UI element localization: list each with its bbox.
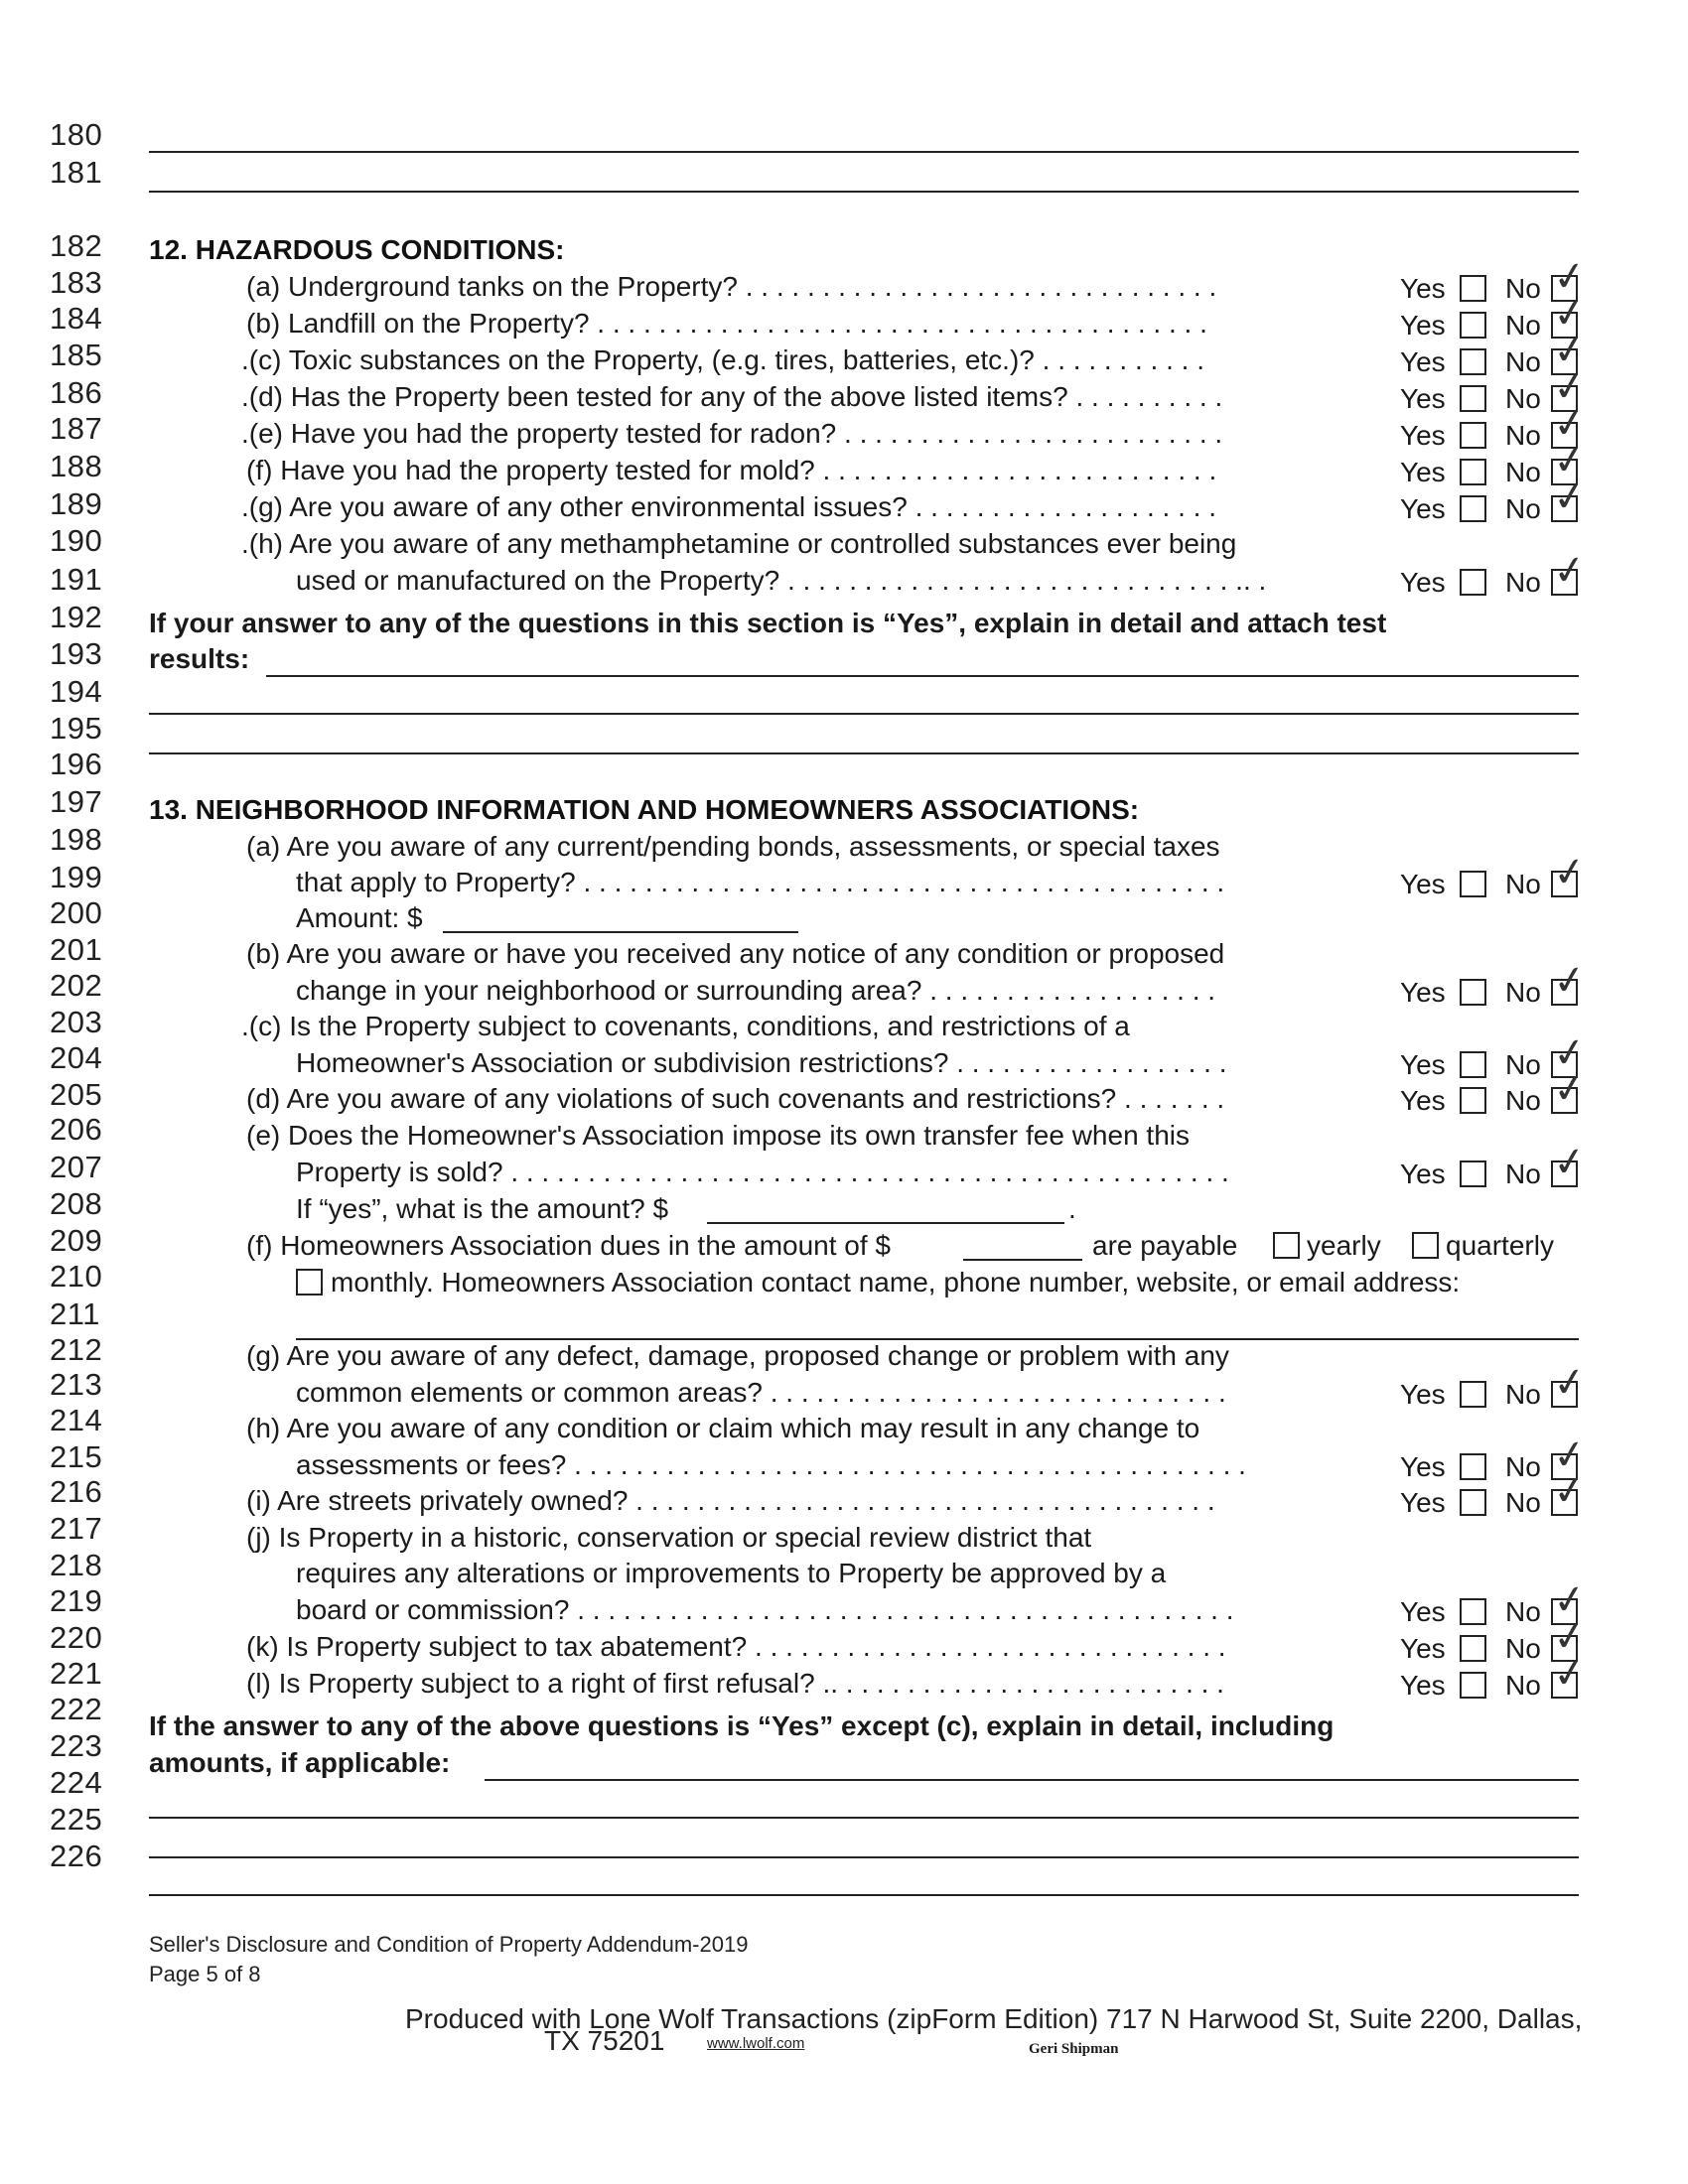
- line-number: 181: [50, 155, 103, 190]
- q13-l-yes-checkbox[interactable]: [1460, 1672, 1486, 1699]
- q12-f-yes-label: Yes: [1400, 457, 1446, 487]
- q13-g-yes-checkbox[interactable]: [1460, 1381, 1486, 1408]
- line-number: 202: [50, 968, 103, 1003]
- q12-c-no-label: No: [1505, 346, 1541, 377]
- q12-a-yes-label: Yes: [1400, 273, 1446, 304]
- q13-h-check-mark: ✓: [1549, 1430, 1590, 1481]
- q12-g-yes-checkbox[interactable]: [1460, 495, 1486, 522]
- line-number: 198: [50, 822, 103, 857]
- line-number: 191: [50, 562, 103, 597]
- line-number: 194: [50, 674, 103, 709]
- question-12e: .(e) Have you had the property tested for radon? . . . . . . . . . . . . . . . . . . . . . . . . .: [241, 418, 1223, 449]
- question-13e: (e) Does the Homeowner's Association impose its own transfer fee when this: [246, 1120, 1191, 1151]
- question-12a: (a) Underground tanks on the Property? . . . . . . . . . . . . . . . . . . . . . . . . . . . . . . .: [246, 271, 1217, 302]
- q13-b-yes-label: Yes: [1400, 977, 1446, 1008]
- q12-e-yes-checkbox[interactable]: [1460, 422, 1486, 449]
- q13-h-yes-label: Yes: [1400, 1451, 1446, 1482]
- q13-h-no-label: No: [1505, 1451, 1541, 1482]
- line-number: 216: [50, 1474, 103, 1509]
- amount-label-13a: Amount: $: [296, 902, 423, 933]
- q12-c-yes-checkbox[interactable]: [1460, 348, 1486, 375]
- q13-k-yes-checkbox[interactable]: [1460, 1635, 1486, 1662]
- q12-d-check-mark: ✓: [1549, 361, 1590, 413]
- q12-e-check-mark: ✓: [1549, 398, 1590, 450]
- line-number: 215: [50, 1439, 103, 1474]
- explain-12-field-193[interactable]: [266, 675, 1579, 677]
- produced-with-line2: TX 75201: [544, 2025, 665, 2056]
- q12-c-yes-label: Yes: [1400, 346, 1446, 377]
- explain-13-field-226[interactable]: [149, 1894, 1579, 1896]
- q13-j-yes-label: Yes: [1400, 1596, 1446, 1627]
- q12-f-no-label: No: [1505, 457, 1541, 487]
- q13-l-no-label: No: [1505, 1670, 1541, 1701]
- q12-e-yes-label: Yes: [1400, 420, 1446, 451]
- q12-d-yes-checkbox[interactable]: [1460, 385, 1486, 412]
- line-number: 192: [50, 600, 103, 634]
- q12-h-check-mark: ✓: [1549, 545, 1590, 597]
- line-number: 220: [50, 1620, 103, 1655]
- line-number: 210: [50, 1259, 103, 1294]
- question-12b: (b) Landfill on the Property? . . . . . . . . . . . . . . . . . . . . . . . . . . . . . . . . . . . . . . . .: [246, 308, 1207, 339]
- q13-c-no-label: No: [1505, 1049, 1541, 1080]
- q13-g-no-label: No: [1505, 1379, 1541, 1410]
- q12-h-yes-checkbox[interactable]: [1460, 569, 1486, 596]
- transfer-fee-period: .: [1068, 1193, 1076, 1224]
- line-number: 218: [50, 1548, 103, 1582]
- question-13j-cont2: board or commission? . . . . . . . . . . . . . . . . . . . . . . . . . . . . . . . . . . . . . . . . . . .: [296, 1594, 1234, 1625]
- explain-12-field-194[interactable]: [149, 713, 1579, 715]
- line-number: 185: [50, 338, 103, 372]
- question-13j-cont1: requires any alterations or improvements to Property be approved by a: [296, 1558, 1167, 1588]
- line-number: 209: [50, 1223, 103, 1258]
- line-number: 189: [50, 486, 103, 521]
- question-13a: (a) Are you aware of any current/pending bonds, assessments, or special taxes: [246, 831, 1220, 862]
- line-number: 206: [50, 1112, 103, 1147]
- question-13b: (b) Are you aware or have you received any notice of any condition or proposed: [246, 938, 1225, 969]
- q12-b-check-mark: ✓: [1549, 288, 1590, 340]
- line-number: 226: [50, 1839, 103, 1873]
- line-number: 193: [50, 636, 103, 671]
- q13-a-check-mark: ✓: [1549, 847, 1590, 898]
- q13-c-yes-checkbox[interactable]: [1460, 1051, 1486, 1078]
- q12-c-check-mark: ✓: [1549, 325, 1590, 376]
- q12-b-yes-checkbox[interactable]: [1460, 312, 1486, 339]
- question-13i: (i) Are streets privately owned? . . . . . . . . . . . . . . . . . . . . . . . . . . . . . . . . . . . . . .: [246, 1485, 1215, 1516]
- q13-e-yes-label: Yes: [1400, 1159, 1446, 1189]
- q13-l-yes-label: Yes: [1400, 1670, 1446, 1701]
- q13-a-no-label: No: [1505, 869, 1541, 899]
- q13-c-yes-label: Yes: [1400, 1049, 1446, 1080]
- question-13g-cont: common elements or common areas? . . . . . . . . . . . . . . . . . . . . . . . . . . . . . .: [296, 1377, 1226, 1408]
- section-12-explain-line2: results:: [149, 643, 250, 674]
- q13-h-yes-checkbox[interactable]: [1460, 1453, 1486, 1480]
- q13-j-check-mark: ✓: [1549, 1574, 1590, 1626]
- question-13c-cont: Homeowner's Association or subdivision restrictions? . . . . . . . . . . . . . . . . . .: [296, 1047, 1227, 1078]
- q13-k-no-label: No: [1505, 1633, 1541, 1664]
- q12-d-no-label: No: [1505, 383, 1541, 414]
- line-number: 201: [50, 932, 103, 967]
- q12-f-check-mark: ✓: [1549, 435, 1590, 486]
- line-number: 183: [50, 265, 103, 300]
- q13-d-yes-checkbox[interactable]: [1460, 1087, 1486, 1114]
- q13-l-check-mark: ✓: [1549, 1648, 1590, 1700]
- section-13-title: 13. NEIGHBORHOOD INFORMATION AND HOMEOWNERS ASSOCIATIONS:: [149, 794, 1140, 825]
- explain-12-field-195[interactable]: [149, 752, 1579, 754]
- hoa-dues-field[interactable]: [963, 1259, 1082, 1261]
- q13-j-no-label: No: [1505, 1596, 1541, 1627]
- amount-field-13a[interactable]: [443, 931, 798, 933]
- q13-c-check-mark: ✓: [1549, 1027, 1590, 1079]
- question-13h: (h) Are you aware of any condition or claim which may result in any change to: [246, 1413, 1200, 1443]
- q13-i-yes-label: Yes: [1400, 1487, 1446, 1518]
- line-number: 182: [50, 228, 103, 263]
- question-13f: (f) Homeowners Association dues in the amount of $: [246, 1230, 892, 1261]
- form-name: Seller's Disclosure and Condition of Property Addendum-2019: [149, 1932, 749, 1957]
- q13-a-yes-label: Yes: [1400, 869, 1446, 899]
- question-13a-cont: that apply to Property? . . . . . . . . . . . . . . . . . . . . . . . . . . . . . . . . . . . . . . . . . .: [296, 867, 1225, 897]
- blank-line-180[interactable]: [149, 151, 1579, 153]
- question-13c: .(c) Is the Property subject to covenants, conditions, and restrictions of a: [241, 1011, 1130, 1041]
- yearly-label: yearly: [1307, 1230, 1381, 1261]
- page-number: Page 5 of 8: [149, 1962, 261, 1986]
- q12-a-check-mark: ✓: [1549, 251, 1590, 303]
- line-number: 197: [50, 784, 103, 819]
- q12-h-yes-label: Yes: [1400, 567, 1446, 598]
- q12-a-no-label: No: [1505, 273, 1541, 304]
- q13-i-check-mark: ✓: [1549, 1465, 1590, 1517]
- website-link[interactable]: www.lwolf.com: [707, 2035, 805, 2052]
- monthly-label: monthly. Homeowners Association contact name, phone number, website, or email address:: [331, 1267, 1461, 1297]
- line-number: 225: [50, 1802, 103, 1837]
- transfer-fee-field[interactable]: [707, 1222, 1064, 1224]
- question-13d: (d) Are you aware of any violations of such covenants and restrictions? . . . . . . .: [246, 1083, 1225, 1114]
- q12-g-yes-label: Yes: [1400, 493, 1446, 524]
- q12-b-yes-label: Yes: [1400, 310, 1446, 341]
- line-number: 219: [50, 1583, 103, 1618]
- quarterly-label: quarterly: [1446, 1230, 1554, 1261]
- line-number: 212: [50, 1332, 103, 1367]
- q13-i-yes-checkbox[interactable]: [1460, 1489, 1486, 1516]
- line-number: 211: [50, 1297, 100, 1331]
- line-number: 214: [50, 1403, 103, 1437]
- line-number: 186: [50, 375, 103, 410]
- yearly-checkbox[interactable]: [1273, 1232, 1300, 1259]
- line-number: 200: [50, 895, 103, 930]
- line-number: 184: [50, 301, 103, 336]
- question-13e-cont: Property is sold? . . . . . . . . . . . . . . . . . . . . . . . . . . . . . . . . . . . . . . . . . . . . . . .: [296, 1157, 1229, 1187]
- q13-i-no-label: No: [1505, 1487, 1541, 1518]
- line-number: 190: [50, 523, 103, 558]
- section-13-explain-line2: amounts, if applicable:: [149, 1747, 451, 1778]
- transfer-fee-label: If “yes”, what is the amount? $: [296, 1193, 669, 1224]
- question-12f: (f) Have you had the property tested for mold? . . . . . . . . . . . . . . . . . . . . . . . . . .: [246, 455, 1217, 485]
- blank-line-181[interactable]: [149, 191, 1579, 193]
- q13-a-yes-checkbox[interactable]: [1460, 871, 1486, 897]
- line-number: 223: [50, 1728, 103, 1763]
- q12-b-no-label: No: [1505, 310, 1541, 341]
- explain-13-field-223[interactable]: [485, 1779, 1579, 1781]
- question-13h-cont: assessments or fees? . . . . . . . . . . . . . . . . . . . . . . . . . . . . . . . . . . . . . . . . . . . .: [296, 1449, 1246, 1480]
- explain-13-field-225[interactable]: [149, 1856, 1579, 1858]
- explain-13-field-224[interactable]: [149, 1817, 1579, 1819]
- q13-e-no-label: No: [1505, 1159, 1541, 1189]
- question-12c: .(c) Toxic substances on the Property, (e.g. tires, batteries, etc.)? . . . . . . . . . . .: [241, 344, 1205, 375]
- question-13j: (j) Is Property in a historic, conservation or special review district that: [246, 1522, 1092, 1553]
- q13-k-yes-label: Yes: [1400, 1633, 1446, 1664]
- question-12d: .(d) Has the Property been tested for any of the above listed items? . . . . . . . . . .: [241, 381, 1223, 412]
- question-12h: .(h) Are you aware of any methamphetamine or controlled substances ever being: [241, 528, 1237, 559]
- q13-k-check-mark: ✓: [1549, 1611, 1590, 1663]
- q12-g-no-label: No: [1505, 493, 1541, 524]
- q12-g-check-mark: ✓: [1549, 472, 1590, 523]
- q13-g-check-mark: ✓: [1549, 1357, 1590, 1409]
- section-12-explain-line1: If your answer to any of the questions in this section is “Yes”, explain in detail and attach test: [149, 608, 1387, 638]
- q12-h-no-label: No: [1505, 567, 1541, 598]
- q13-j-yes-checkbox[interactable]: [1460, 1598, 1486, 1625]
- line-number: 195: [50, 711, 103, 746]
- line-number: 208: [50, 1186, 103, 1221]
- line-number: 221: [50, 1656, 103, 1691]
- q12-e-no-label: No: [1505, 420, 1541, 451]
- q13-b-check-mark: ✓: [1549, 955, 1590, 1007]
- hoa-payable-label: are payable: [1092, 1230, 1238, 1261]
- section-13-explain-line1: If the answer to any of the above questions is “Yes” except (c), explain in detail, including: [149, 1710, 1335, 1741]
- line-number: 180: [50, 117, 103, 152]
- line-number: 213: [50, 1367, 103, 1402]
- q13-d-no-label: No: [1505, 1085, 1541, 1116]
- question-13k: (k) Is Property subject to tax abatement? . . . . . . . . . . . . . . . . . . . . . . . . . . . . . . .: [246, 1631, 1226, 1662]
- line-number: 199: [50, 860, 103, 894]
- q13-d-check-mark: ✓: [1549, 1063, 1590, 1115]
- line-number: 204: [50, 1040, 103, 1075]
- question-13l: (l) Is Property subject to a right of first refusal? .. . . . . . . . . . . . . . . . . . . . . . . . . .: [246, 1668, 1224, 1699]
- q12-f-yes-checkbox[interactable]: [1460, 459, 1486, 485]
- section-12-title: 12. HAZARDOUS CONDITIONS:: [149, 234, 565, 265]
- question-12h-cont: used or manufactured on the Property? . . . . . . . . . . . . . . . . . . . . . . . . . . . . . .. .: [296, 565, 1267, 596]
- produced-with-line1: Produced with Lone Wolf Transactions (zipForm Edition) 717 N Harwood St, Suite 2200, Dallas,: [405, 2003, 1583, 2034]
- question-13b-cont: change in your neighborhood or surrounding area? . . . . . . . . . . . . . . . . . . .: [296, 975, 1216, 1006]
- user-name: Geri Shipman: [1029, 2041, 1119, 2057]
- line-number: 224: [50, 1765, 103, 1800]
- line-number: 205: [50, 1077, 103, 1112]
- line-number: 207: [50, 1150, 103, 1184]
- line-number: 188: [50, 449, 103, 483]
- q13-g-yes-label: Yes: [1400, 1379, 1446, 1410]
- monthly-checkbox[interactable]: [296, 1269, 323, 1296]
- line-number: 222: [50, 1692, 103, 1726]
- q13-b-no-label: No: [1505, 977, 1541, 1008]
- line-number: 196: [50, 747, 103, 781]
- question-13g: (g) Are you aware of any defect, damage, proposed change or problem with any: [246, 1340, 1229, 1371]
- line-number: 203: [50, 1005, 103, 1039]
- quarterly-checkbox[interactable]: [1412, 1232, 1439, 1259]
- q12-a-yes-checkbox[interactable]: [1460, 275, 1486, 302]
- q13-e-yes-checkbox[interactable]: [1460, 1160, 1486, 1187]
- line-number: 187: [50, 411, 103, 446]
- q13-b-yes-checkbox[interactable]: [1460, 979, 1486, 1006]
- line-number: 217: [50, 1511, 103, 1546]
- question-12g: .(g) Are you aware of any other environmental issues? . . . . . . . . . . . . . . . . . . . .: [241, 491, 1216, 522]
- q13-e-check-mark: ✓: [1549, 1137, 1590, 1188]
- q13-d-yes-label: Yes: [1400, 1085, 1446, 1116]
- q12-d-yes-label: Yes: [1400, 383, 1446, 414]
